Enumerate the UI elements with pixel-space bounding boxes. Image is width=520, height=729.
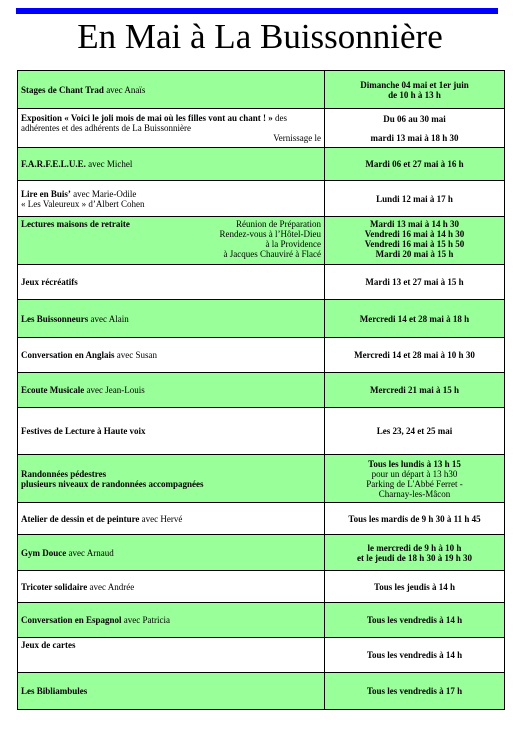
activity-name: Conversation en Anglais xyxy=(21,350,115,360)
schedule-line: Tous les vendredis à 14 h xyxy=(366,650,463,660)
activity-cell xyxy=(18,217,325,265)
activity-leader: avec Patricia xyxy=(121,615,171,625)
activity-cell xyxy=(18,71,325,109)
schedule-cell xyxy=(325,603,505,638)
activity-name: Conversation en Espagnol xyxy=(21,615,122,625)
schedule-cell xyxy=(325,673,505,710)
program-table xyxy=(17,70,505,710)
schedule-line: pour un départ à 13 h30 xyxy=(371,468,458,479)
table-row xyxy=(18,71,505,109)
table-row xyxy=(18,535,505,571)
activity-leader: avec Marie-Odile xyxy=(70,188,137,199)
activity-name: Tricoter solidaire xyxy=(21,581,88,592)
activity-cell xyxy=(18,148,325,181)
schedule-line: le mercredi de 9 h à 10 h xyxy=(367,542,462,553)
schedule-line: Mardi 13 et 27 mai à 15 h xyxy=(365,277,464,287)
schedule-cell xyxy=(325,373,505,408)
activity-name: Ecoute Musicale xyxy=(21,385,85,395)
schedule-cell xyxy=(325,181,505,217)
sub-item: à Jacques Chauviré à Flacé xyxy=(223,249,321,259)
table-row xyxy=(18,408,505,455)
activity-book: « Les Valeureux » d’Albert Cohen xyxy=(21,198,145,209)
schedule-cell xyxy=(325,148,505,181)
table-row xyxy=(18,673,505,710)
activity-cell xyxy=(18,638,325,673)
table-row xyxy=(18,638,505,673)
activity-cell xyxy=(18,109,325,148)
table-row xyxy=(18,503,505,535)
activity-name: Randonnées pédestres xyxy=(21,468,107,479)
activity-cell xyxy=(18,673,325,710)
table-row xyxy=(18,603,505,638)
activity-name: Festives de Lecture à Haute voix xyxy=(21,426,146,436)
activity-name: Stages de Chant Trad xyxy=(21,84,104,95)
schedule-line: Mardi 13 mai à 14 h 30 xyxy=(370,219,459,229)
activity-name: Jeux de cartes xyxy=(21,640,76,650)
schedule-line: Tous les vendredis à 17 h xyxy=(366,686,463,696)
activity-cell xyxy=(18,455,325,503)
page-title: En Mai à La Buissonnière xyxy=(77,17,443,56)
activity-cell xyxy=(18,338,325,373)
schedule-cell xyxy=(325,338,505,373)
schedule-line: Lundi 12 mai à 17 h xyxy=(376,193,453,204)
table-row xyxy=(18,571,505,603)
schedule-line: Parking de L'Abbé Ferret - xyxy=(366,478,463,489)
activity-description: des adhérentes et des adhérents de La Buissonnière xyxy=(21,113,288,133)
schedule-line: Dimanche 04 mai et 1er juin xyxy=(360,79,469,90)
schedule-cell xyxy=(325,217,505,265)
activity-name: Atelier de dessin et de peinture xyxy=(21,513,140,524)
schedule-cell xyxy=(325,71,505,109)
schedule-cell xyxy=(325,503,505,535)
schedule-line: Mercredi 21 mai à 15 h xyxy=(370,385,459,395)
activity-cell xyxy=(18,265,325,300)
activity-name: Gym Douce xyxy=(21,547,67,558)
activity-name: F.A.R.F.E.L.U.E. xyxy=(21,159,86,169)
table-row xyxy=(18,338,505,373)
schedule-line: Charnay-les-Mâcon xyxy=(378,488,451,499)
activity-leader: avec Hervé xyxy=(139,513,183,524)
schedule-line: Tous les jeudis à 14 h xyxy=(374,581,455,592)
schedule-line: Tous les lundis à 13 h 15 xyxy=(368,458,461,469)
activity-leader: avec Anaïs xyxy=(103,84,146,95)
schedule-line: Vendredi 16 mai à 14 h 30 xyxy=(364,229,465,239)
schedule-line: Tous les vendredis à 14 h xyxy=(366,615,463,625)
activity-name: Lire en Buis’ xyxy=(21,188,71,199)
table-row xyxy=(18,300,505,338)
sub-item: Réunion de Préparation xyxy=(236,219,321,229)
activity-cell xyxy=(18,571,325,603)
sub-item: Rendez-vous à l’Hôtel-Dieu xyxy=(219,229,321,239)
activity-cell xyxy=(18,373,325,408)
activity-detail: plusieurs niveaux de randonnées accompagnées xyxy=(21,478,204,489)
schedule-line: de 10 h à 13 h xyxy=(388,89,441,100)
activity-cell xyxy=(18,300,325,338)
activity-leader: avec Michel xyxy=(85,159,133,169)
schedule-line: Du 06 au 30 mai xyxy=(383,113,446,124)
sub-item: à la Providence xyxy=(265,239,321,249)
activity-leader: avec Jean-Louis xyxy=(84,385,145,395)
activity-name: Jeux récréatifs xyxy=(21,277,78,287)
schedule-cell xyxy=(325,535,505,571)
schedule-line: et le jeudi de 18 h 30 à 19 h 30 xyxy=(356,552,472,563)
activity-leader: avec Andrée xyxy=(87,581,135,592)
table-row xyxy=(18,265,505,300)
activity-name: Lectures maisons de retraite xyxy=(21,219,130,229)
vernissage-label: Vernissage le xyxy=(273,133,321,143)
activity-name: Exposition « Voici le joli mois de mai où les filles vont au chant ! » xyxy=(21,113,273,123)
activity-leader: avec Alain xyxy=(88,313,129,324)
table-row xyxy=(18,181,505,217)
activity-leader: avec Arnaud xyxy=(66,547,114,558)
activity-cell xyxy=(18,535,325,571)
schedule-line: Vendredi 16 mai à 15 h 50 xyxy=(364,239,465,249)
activity-leader: avec Susan xyxy=(114,350,158,360)
activity-name: Les Buissonneurs xyxy=(21,313,89,324)
table-row xyxy=(18,455,505,503)
table-row xyxy=(18,373,505,408)
schedule-line: Tous les mardis de 9 h 30 à 11 h 45 xyxy=(348,513,481,524)
activity-name: Les Bibliambules xyxy=(21,686,88,696)
schedule-line: Mardi 06 et 27 mai à 16 h xyxy=(365,159,464,169)
activity-cell xyxy=(18,408,325,455)
table-row xyxy=(18,109,505,148)
schedule-line: Mardi 20 mai à 15 h xyxy=(375,249,454,259)
activity-cell xyxy=(18,603,325,638)
schedule-line: Mercredi 14 et 28 mai à 18 h xyxy=(359,313,470,324)
activity-cell xyxy=(18,503,325,535)
schedule-cell xyxy=(325,638,505,673)
activity-cell xyxy=(18,181,325,217)
schedule-cell xyxy=(325,109,505,148)
schedule-cell xyxy=(325,571,505,603)
schedule-line: Mercredi 14 et 28 mai à 10 h 30 xyxy=(354,350,475,360)
schedule-cell xyxy=(325,265,505,300)
schedule-line: Les 23, 24 et 25 mai xyxy=(376,426,453,436)
table-row xyxy=(18,148,505,181)
schedule-cell xyxy=(325,408,505,455)
table-row xyxy=(18,217,505,265)
schedule-cell xyxy=(325,300,505,338)
schedule-line: mardi 13 mai à 18 h 30 xyxy=(370,132,459,143)
schedule-cell xyxy=(325,455,505,503)
